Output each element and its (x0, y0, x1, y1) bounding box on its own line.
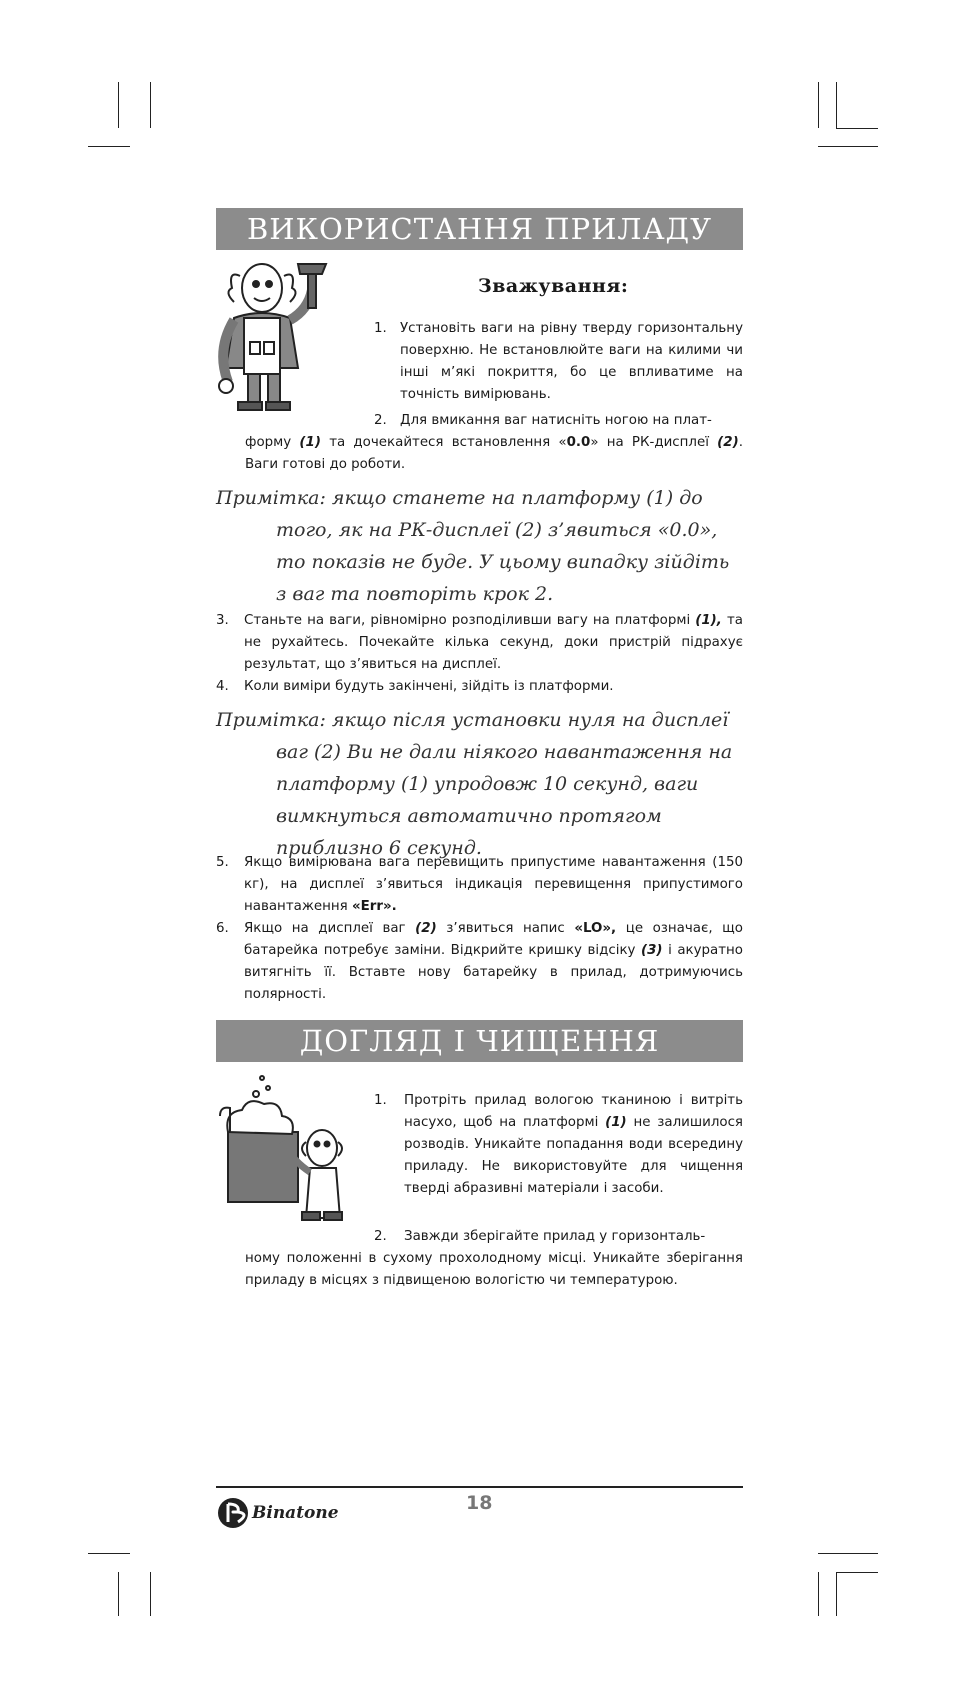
item-text: Установіть ваги на рівну тверду горизонтальну поверхню. Не встановлюйте ваги на килими чи інші м’які покриття, бо це впливатиме на точність вимірювань. (400, 321, 743, 402)
low-battery-indicator: «LO», (574, 921, 617, 936)
brand-logo (216, 1496, 339, 1530)
ref-platform: (1) (299, 435, 321, 450)
crop-mark (88, 1553, 130, 1554)
brand-name: Binatone (252, 1503, 339, 1523)
subsection-title-weighing: Зважування: (478, 275, 629, 297)
page-number: 18 (466, 1492, 493, 1514)
item-number: 2. (374, 413, 387, 428)
display-value: 0.0 (566, 435, 591, 450)
crop-mark (818, 146, 878, 147)
usage-item-3: 3. Станьте на ваги, рівномірно розподіливши вагу на платформі (1), та не рухайтесь. Почекайте кілька секунд, доки пристрій підрахує результат, що з’явиться на дисплеї. (216, 613, 743, 672)
usage-item-5: 5. Якщо вимірювана вага перевищить припустиме навантаження (150 кг), на дисплеї з’явиться індикація перевищення припустимого навантаження «Err». (216, 855, 743, 914)
worker-washing-illustration (214, 1072, 354, 1232)
crop-mark (836, 82, 837, 128)
crop-mark (818, 1553, 878, 1554)
crop-mark (818, 82, 819, 128)
crop-mark (836, 128, 878, 129)
worker-with-hammer-illustration (214, 258, 364, 418)
care-item-1: 1. Протріть прилад вологою тканиною і витріть насухо, щоб на платформі (1) не залишилося розводів. Уникайте попадання води всередину приладу. Не використовуйте для чищення тверді абразивні матеріали і засоби. (374, 1093, 743, 1196)
item-text-first-line: Для вмикання ваг натисніть ногою на плат- (400, 413, 712, 428)
crop-mark (118, 1572, 119, 1616)
note-2: Примітка: якщо після установки нуля на дисплеї ваг (2) Ви не дали ніякого навантаження на платформу (1) упродовж 10 секунд, ваги вимкнуться автоматично протягом приблизно 6 секунд. (216, 709, 733, 859)
usage-item-6: 6. Якщо на дисплеї ваг (2) з’явиться напис «LO», це означає, що батарейка потребує заміни. Відкрийте кришку відсіку (3) і акуратно витягніть її. Вставте нову батарейку в прилад, дотримуючись полярності. (216, 921, 743, 1002)
usage-item-2 (374, 410, 743, 432)
usage-item-2-continued: форму (1) та дочекайтеся встановлення «0.0» на РК-дисплеї (2). Ваги готові до роботи. (245, 435, 743, 472)
binatone-logo-icon (216, 1496, 250, 1530)
crop-mark (818, 1572, 819, 1616)
crop-mark (150, 82, 151, 128)
error-indicator: «Err». (351, 899, 397, 914)
crop-mark (118, 82, 119, 128)
usage-item-4: 4. Коли виміри будуть закінчені, зійдіть із платформи. (216, 679, 614, 694)
note-1: Примітка: якщо станете на платформу (1) до того, як на РК-дисплеї (2) з’явиться «0.0», то показів не буде. У цьому випадку зійдіть з ваг та повторіть крок 2. (216, 487, 730, 605)
section-title-care: ДОГЛЯД І ЧИЩЕННЯ (216, 1020, 743, 1062)
care-item-2: 2. Завжди зберігайте прилад у горизонталь- (374, 1229, 706, 1244)
crop-mark (836, 1572, 878, 1573)
crop-mark (150, 1572, 151, 1616)
item-number: 1. (374, 321, 387, 336)
usage-item-1 (374, 318, 743, 406)
section-title-usage: ВИКОРИСТАННЯ ПРИЛАДУ (216, 208, 743, 250)
footer-rule (216, 1486, 743, 1488)
crop-mark (836, 1572, 837, 1616)
care-item-2-continued: ному положенні в сухому прохолодному місці. Уникайте зберігання приладу в місцях з підвищеною вологістю чи температурою. (245, 1251, 743, 1288)
ref-display: (2) (717, 435, 739, 450)
crop-mark (88, 146, 130, 147)
